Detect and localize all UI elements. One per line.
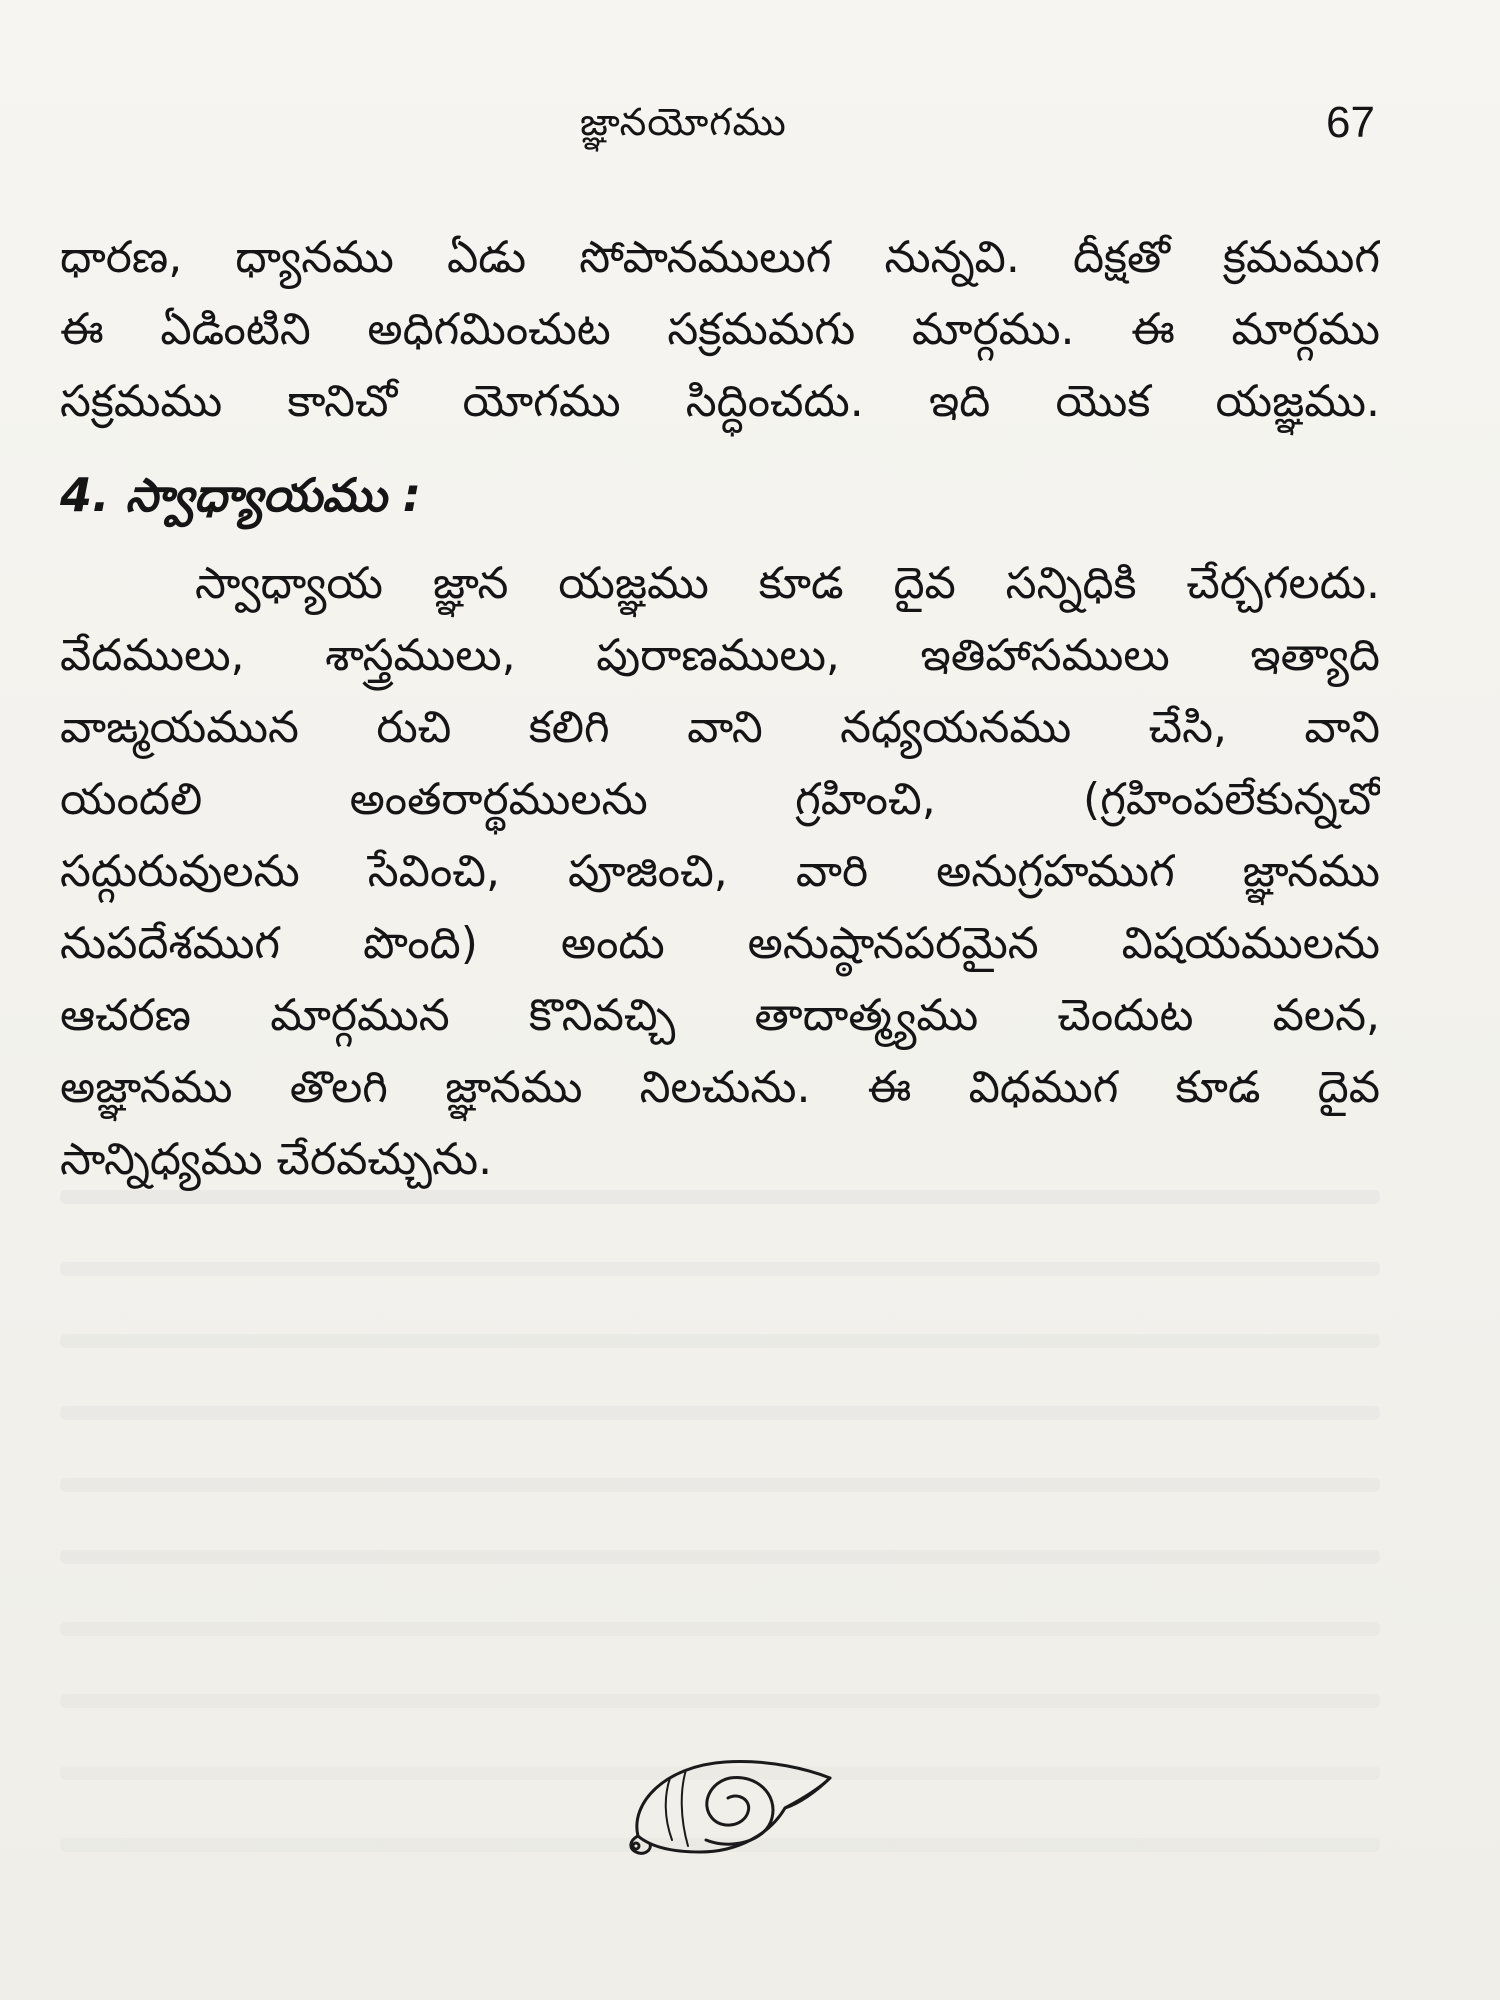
- conch-shell-icon: [620, 1748, 840, 1866]
- body-line: ఈ ఏడింటిని అధిగమించుట సక్రమమగు మార్గము. ఈ మార్గము: [60, 304, 1380, 355]
- section-heading: 4. స్వాధ్యాయము :: [60, 468, 422, 522]
- body-line: నుపదేశముగ పొంది) అందు అనుష్ఠానపరమైన విషయములను: [60, 918, 1380, 969]
- page-number: 67: [1326, 98, 1375, 147]
- body-line: సక్రమము కానిచో యోగము సిద్ధించదు. ఇది యొక యజ్ఞము.: [60, 376, 1380, 427]
- show-through-smudge: [60, 1334, 1380, 1348]
- body-line: యందలి అంతరార్థములను గ్రహించి, (గ్రహింపలేకున్నచో: [60, 774, 1380, 825]
- show-through-smudge: [60, 1406, 1380, 1420]
- body-line: సాన్నిధ్యము చేరవచ్చును.: [60, 1134, 493, 1185]
- show-through-smudge: [60, 1478, 1380, 1492]
- show-through-smudge: [60, 1262, 1380, 1276]
- show-through-smudge: [60, 1550, 1380, 1564]
- body-line: వేదములు, శాస్త్రములు, పురాణములు, ఇతిహాసములు ఇత్యాది: [60, 630, 1380, 681]
- show-through-smudge: [60, 1622, 1380, 1636]
- running-header-title: జ్ఞానయోగము: [580, 100, 787, 144]
- show-through-smudge: [60, 1694, 1380, 1708]
- body-line: సద్గురువులను సేవించి, పూజించి, వారి అనుగ్రహముగ జ్ఞానము: [60, 846, 1380, 897]
- body-line: ఆచరణ మార్గమున కొనివచ్చి తాదాత్మ్యము చెందుట వలన,: [60, 990, 1380, 1041]
- body-line: ధారణ, ధ్యానము ఏడు సోపానములుగ నున్నవి. దీక్షతో క్రమముగ: [60, 232, 1380, 283]
- body-line: వాఙ్మయమున రుచి కలిగి వాని నధ్యయనము చేసి, వాని: [60, 702, 1380, 753]
- body-line: స్వాధ్యాయ జ్ఞాన యజ్ఞము కూడ దైవ సన్నిధికి చేర్చగలదు.: [195, 558, 1380, 609]
- body-line: అజ్ఞానము తొలగి జ్ఞానము నిలచును. ఈ విధముగ కూడ దైవ: [60, 1062, 1380, 1113]
